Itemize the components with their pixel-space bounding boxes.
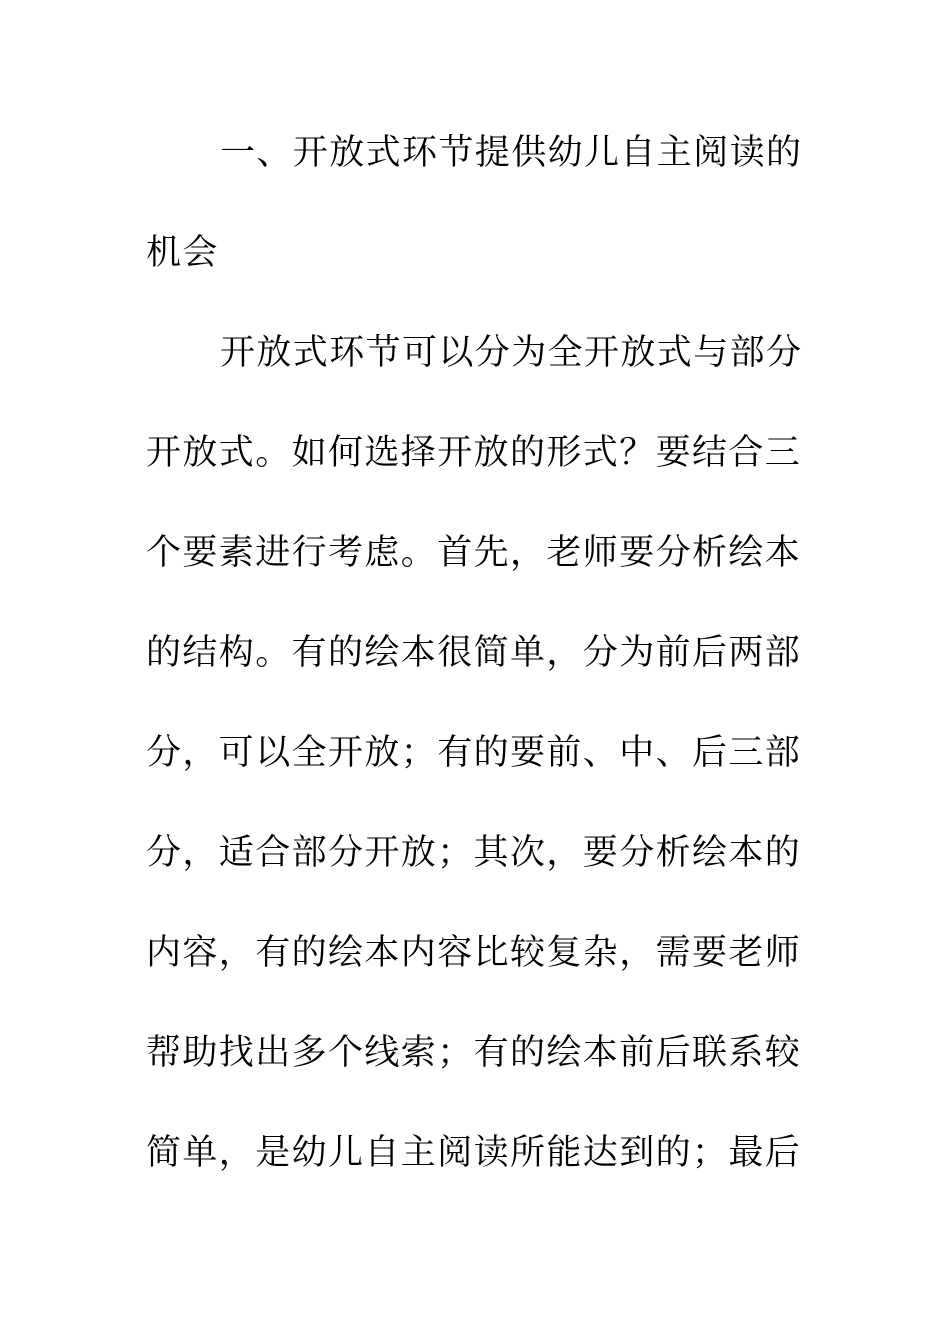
- paragraph-line-5: 分，可以全开放；有的要前、中、后三部: [146, 733, 802, 773]
- paragraph-line-4: 的结构。有的绘本很简单，分为前后两部: [146, 633, 802, 673]
- paragraph-line-9: 简单，是幼儿自主阅读所能达到的；最后: [146, 1133, 802, 1173]
- paragraph-line-1: 开放式环节可以分为全开放式与部分: [220, 333, 803, 373]
- document-body: [146, 103, 806, 1203]
- paragraph-line-6: 分，适合部分开放；其次，要分析绘本的: [146, 833, 802, 873]
- heading-line-2: 机会: [146, 233, 219, 273]
- paragraph-line-7: 内容，有的绘本内容比较复杂，需要老师: [146, 933, 802, 973]
- paragraph-line-3: 个要素进行考虑。首先，老师要分析绘本: [146, 533, 802, 573]
- paragraph-line-2: 开放式。如何选择开放的形式？要结合三: [146, 433, 802, 473]
- paragraph-line-8: 帮助找出多个线索；有的绘本前后联系较: [146, 1033, 802, 1073]
- heading-line-1: 一、开放式环节提供幼儿自主阅读的: [220, 133, 803, 173]
